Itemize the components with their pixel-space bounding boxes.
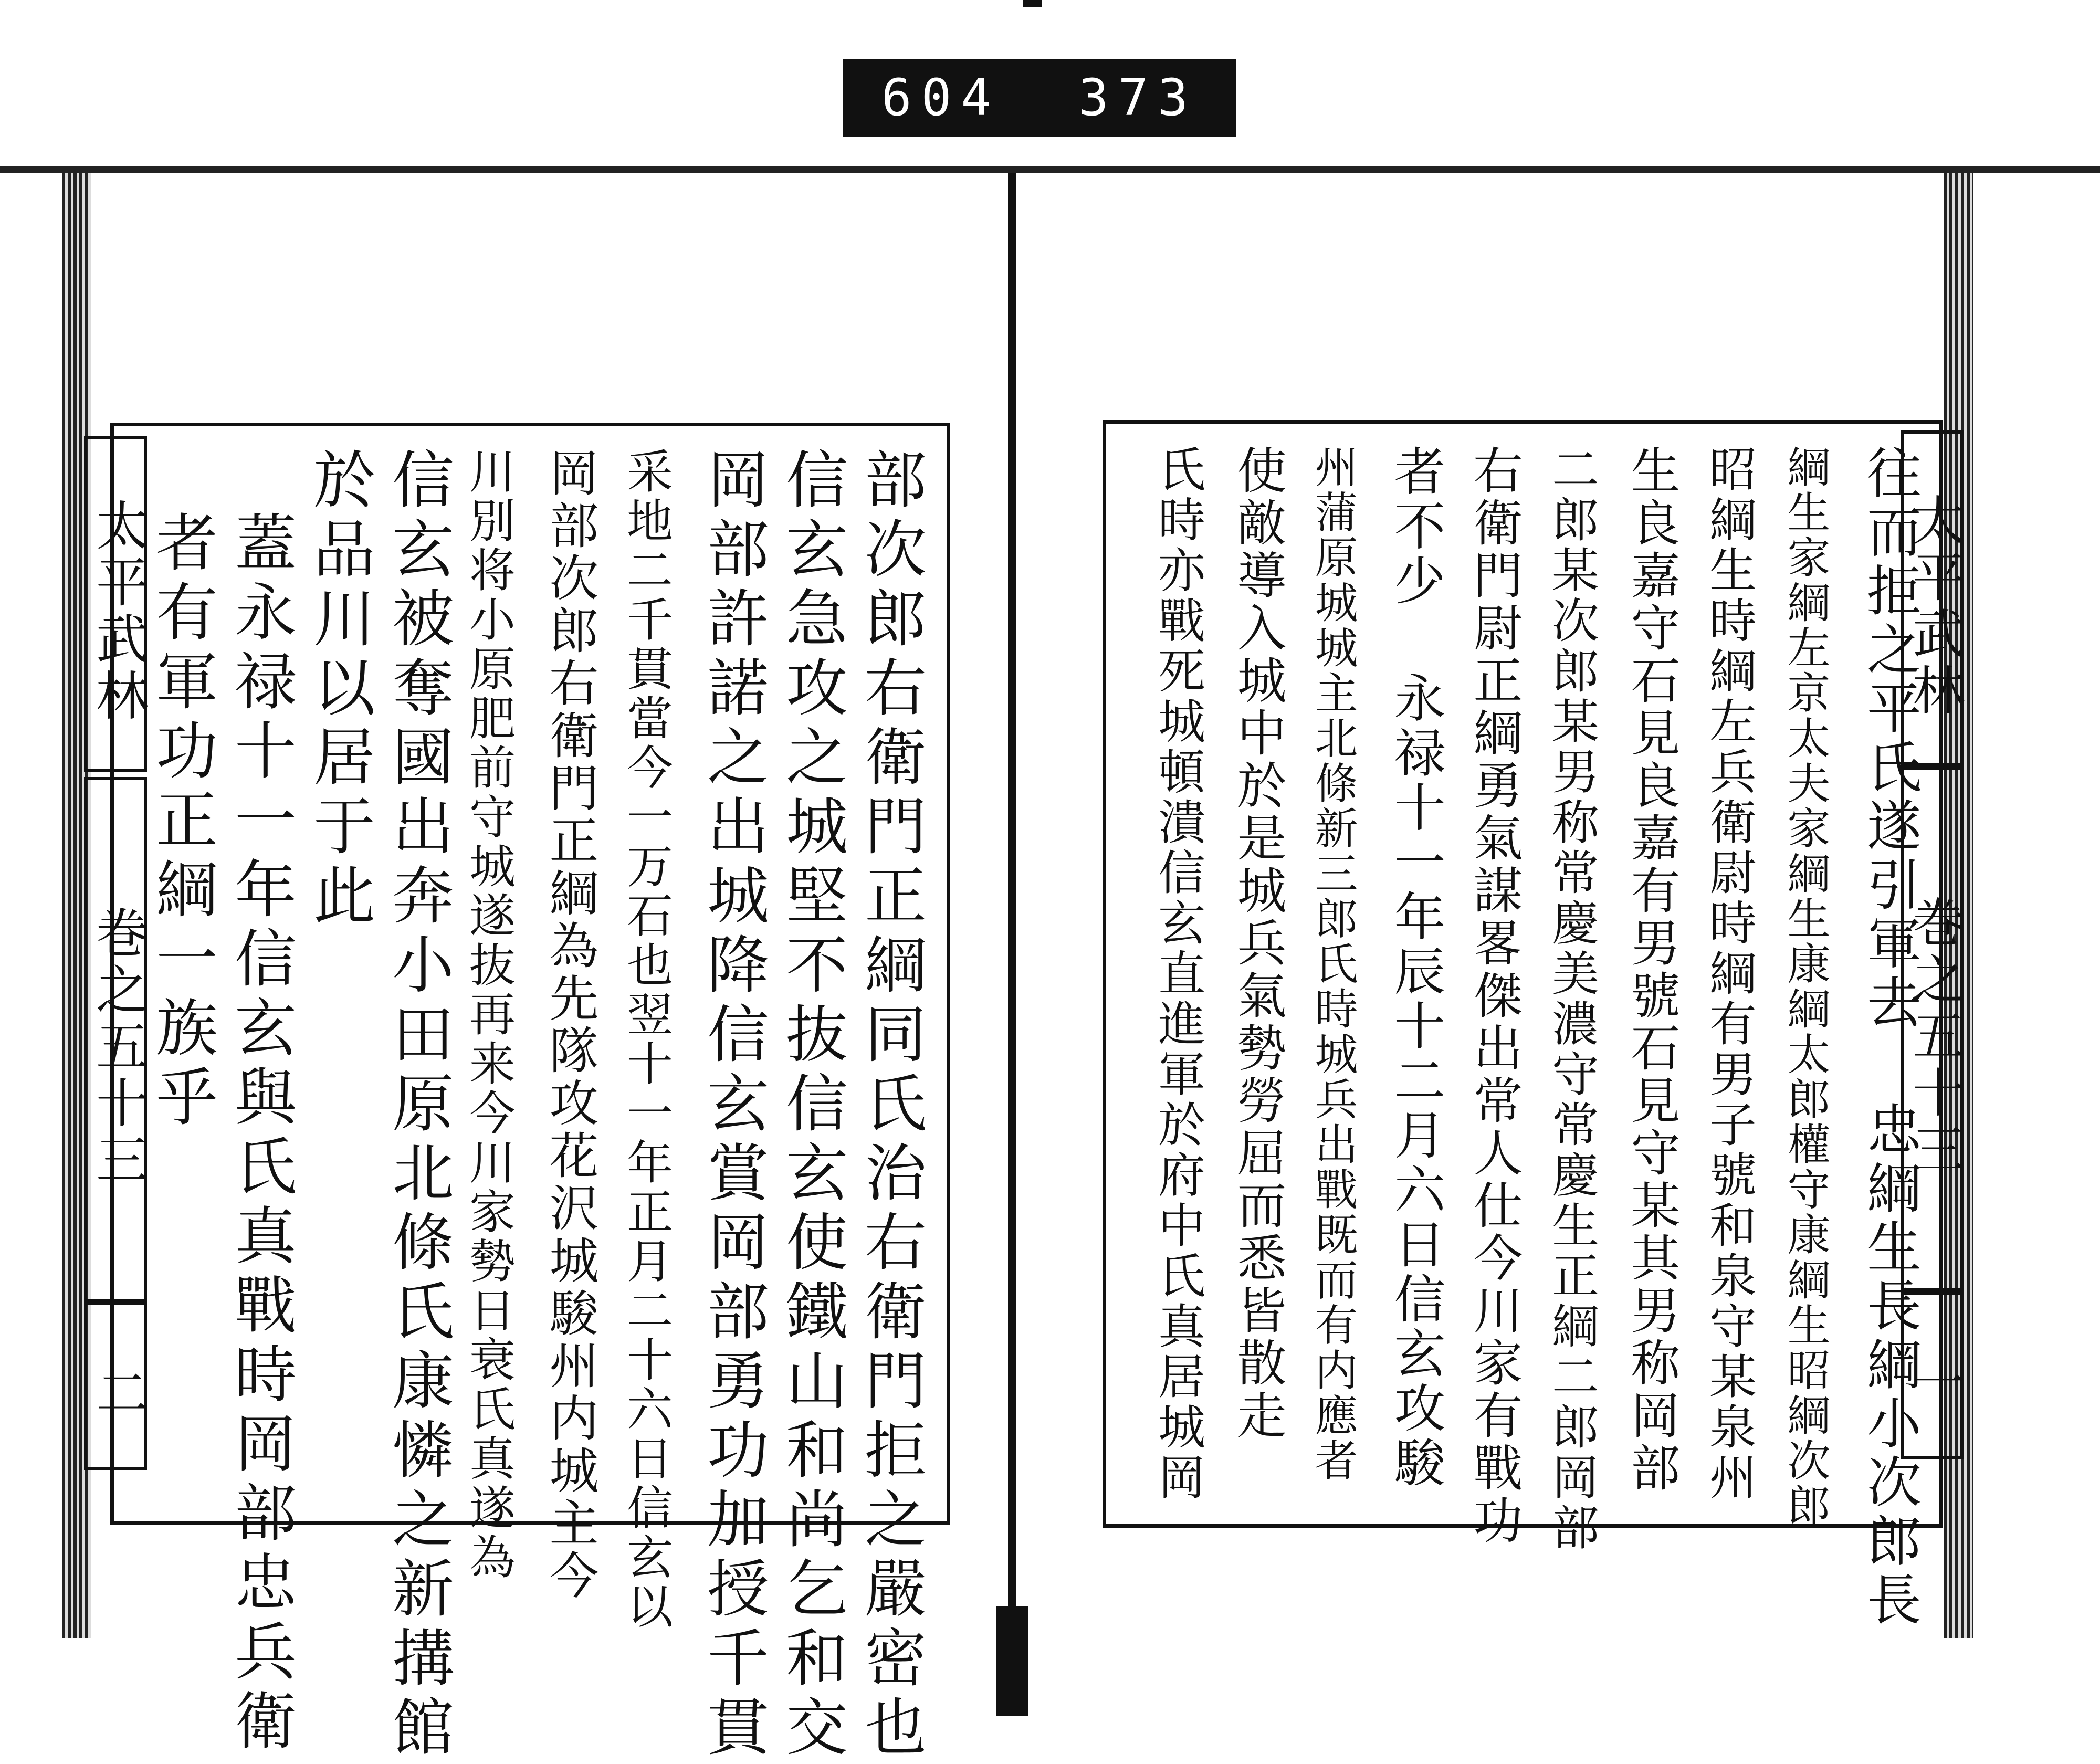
top-rule bbox=[0, 166, 2100, 173]
left-margin-page-number: 二 bbox=[84, 1302, 147, 1470]
right-column-2: 綱生家綱左京太夫家綱生康綱太郎權守康綱生昭綱次郎 bbox=[1780, 445, 1830, 1528]
left-column-8: 於品川以居于此 bbox=[303, 447, 375, 932]
right-margin-page-number: 一 bbox=[1900, 1292, 1964, 1460]
right-column-3: 昭綱生時綱左兵衛尉時綱有男子號和泉守某泉州 bbox=[1701, 445, 1756, 1503]
right-text-frame bbox=[1102, 420, 1942, 1630]
right-column-1: 往而拒之平氏遂引軍去 忠綱生長綱小次郎長 bbox=[1857, 445, 1922, 1630]
archive-number-left: 604 bbox=[881, 68, 1001, 127]
archive-number-right: 373 bbox=[1078, 68, 1198, 127]
right-margin-title: 太平武林 bbox=[1900, 430, 1964, 766]
left-column-2: 信玄急攻之城堅不抜信玄使鐵山和尚乞和交 bbox=[775, 447, 848, 1764]
archive-number-label bbox=[843, 59, 1236, 136]
right-column-9: 使敵導入城中於是城兵氣勢勞屈而悉皆散走 bbox=[1228, 445, 1286, 1442]
left-column-9: 蓋永禄十一年信玄與氏真戰時岡部忠兵衛 bbox=[224, 510, 297, 1758]
right-column-6: 右衛門尉正綱勇氣謀畧傑出常人仕今川家有戰功 bbox=[1465, 445, 1522, 1547]
left-column-10: 者有軍功正綱一族乎 bbox=[145, 510, 218, 1134]
left-text-frame bbox=[110, 423, 950, 1764]
spine-tab bbox=[1023, 0, 1042, 7]
right-column-7: 者不少 永禄十一年辰十二月六日信玄攻駿 bbox=[1385, 445, 1445, 1490]
left-column-6: 川別将小原肥前守城遂抜再来今川家勢日衰氏真遂為 bbox=[462, 447, 516, 1582]
left-margin-volume: 巻之五十三 bbox=[84, 777, 147, 1302]
left-column-7: 信玄被奪國出奔小田原北條氏康憐之新搆館 bbox=[382, 447, 454, 1764]
left-column-4: 采地二千貫當今一万石也翌十一年正月二十六日信玄以 bbox=[620, 447, 674, 1632]
left-column-1: 部次郎右衛門正綱同氏治右衛門拒之嚴密也 bbox=[854, 447, 927, 1764]
book-spine bbox=[1008, 173, 1016, 1716]
right-column-10: 氏時亦戰死城頓潰信玄直進軍於府中氏真居城岡 bbox=[1150, 445, 1205, 1503]
left-column-3: 岡部許諾之出城降信玄賞岡部勇功加授千貫 bbox=[697, 447, 769, 1764]
left-column-5: 岡部次郎右衛門正綱為先隊攻花沢城駿州内城主今 bbox=[541, 447, 598, 1602]
right-column-5: 二郎某次郎某男称常慶美濃守常慶生正綱二郎岡部 bbox=[1544, 445, 1599, 1553]
right-margin-volume: 巻之五十三 bbox=[1900, 766, 1964, 1292]
right-column-8: 州蒲原城城主北條新三郎氏時城兵出戰既而有内應者 bbox=[1308, 445, 1358, 1483]
right-column-4: 生良嘉守石見良嘉有男號石見守某其男称岡部 bbox=[1622, 445, 1679, 1495]
spine-foot bbox=[996, 1606, 1028, 1716]
left-margin-title: 太平武林 bbox=[84, 436, 147, 772]
